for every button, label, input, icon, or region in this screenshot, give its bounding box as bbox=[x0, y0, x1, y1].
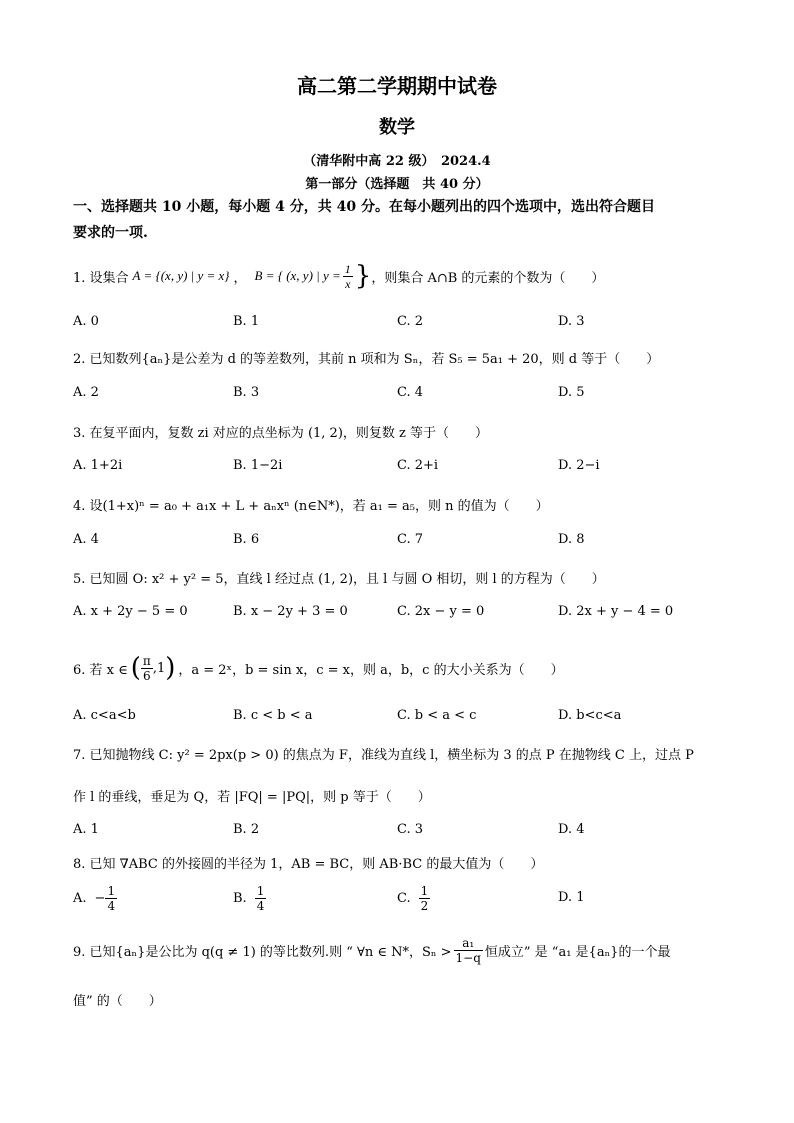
part-heading: 第一部分（选择题 共 40 分） bbox=[305, 177, 489, 192]
q7-option-a[interactable]: A. 1 bbox=[73, 822, 99, 837]
q2-option-c[interactable]: C. 4 bbox=[397, 385, 424, 400]
q2-option-a[interactable]: A. 2 bbox=[73, 385, 99, 400]
q1-option-c[interactable]: C. 2 bbox=[397, 314, 424, 329]
q5-option-b[interactable]: B. x − 2y + 3 = 0 bbox=[233, 604, 348, 619]
q6-stem-a: 6. 若 x ∈ bbox=[73, 662, 128, 678]
section-instructions-cont: 要求的一项. bbox=[73, 225, 148, 241]
q1-fraction bbox=[343, 262, 353, 291]
q9-frac-den: 1−q bbox=[455, 950, 481, 965]
q9-stem-a: 9. 已知{aₙ}是公比为 q(q ≠ 1) 的等比数列.则 “ ∀n ∈ N*，Sₙ > bbox=[73, 944, 452, 960]
q5-option-c[interactable]: C. 2x − y = 0 bbox=[397, 604, 485, 619]
question-6: 6. 若 x ∈ ( $\frac{\pi}{6}$ ,1 ) ，a = 2ˣ，b = sin x，c = x，则 a，b，c 的大小关系为（ ） bbox=[73, 653, 564, 683]
q1-option-d[interactable]: D. 3 bbox=[558, 314, 585, 329]
q1-option-b[interactable]: B. 1 bbox=[233, 314, 260, 329]
q4-option-d[interactable]: D. 8 bbox=[558, 532, 585, 547]
q1-stem-a: 1. 设集合 bbox=[73, 270, 129, 286]
q8-option-c[interactable]: C. $\frac{1}{2}$ bbox=[397, 883, 429, 913]
q8-option-b[interactable]: B. $\frac{1}{4}$ bbox=[233, 883, 265, 913]
question-7-cont: 作 l 的垂线，垂足为 Q，若 |FQ| = |PQ|，则 p 等于（ ） bbox=[73, 790, 431, 805]
q8-option-a[interactable]: A. − $\frac{1}{4}$ bbox=[73, 883, 116, 913]
q8-option-c-fraction: $\frac{1}{2}$ bbox=[420, 883, 429, 913]
section-instructions: 一、选择题共 10 小题，每小题 4 分，共 40 分。在每小题列出的四个选项中，选出符合题目 bbox=[73, 199, 655, 215]
school-line: （清华附中高 22 级） 2024.4 bbox=[303, 154, 491, 169]
q6-interval-right: ,1 bbox=[152, 660, 166, 676]
q1-frac-den: x bbox=[345, 276, 351, 291]
question-4: 4. 设(1+x)ⁿ = a₀ + a₁x + L + aₙxⁿ (n∈N*)，若 a₁ = a₅，则 n 的值为（ ） bbox=[73, 499, 549, 514]
q6-option-b[interactable]: B. c < b < a bbox=[233, 708, 313, 723]
q6-option-c[interactable]: C. b < a < c bbox=[397, 708, 477, 723]
q6-stem-b: ，a = 2ˣ，b = sin x，c = x，则 a，b，c 的大小关系为（ ） bbox=[178, 662, 564, 678]
q3-option-c[interactable]: C. 2+i bbox=[397, 458, 439, 473]
q7-option-c[interactable]: C. 3 bbox=[397, 822, 424, 837]
question-9 bbox=[73, 932, 670, 968]
question-2: 2. 已知数列{aₙ}是公差为 d 的等差数列，其前 n 项和为 Sₙ，若 S₅ = 5a₁ + 20，则 d 等于（ ） bbox=[73, 352, 660, 367]
q3-option-b[interactable]: B. 1−2i bbox=[233, 458, 283, 473]
q1-set-a: A = {(x, y) | y = x} bbox=[132, 268, 230, 283]
q1-set-b-right: } bbox=[354, 261, 372, 291]
q4-option-b[interactable]: B. 6 bbox=[233, 532, 260, 547]
q8-option-d[interactable]: D. 1 bbox=[558, 890, 585, 905]
subject-title: 数学 bbox=[379, 117, 415, 138]
q1-option-a[interactable]: A. 0 bbox=[73, 314, 99, 329]
q6-option-a[interactable]: A. c<a<b bbox=[73, 708, 136, 723]
q2-option-d[interactable]: D. 5 bbox=[558, 385, 585, 400]
question-5: 5. 已知圆 O: x² + y² = 5，直线 l 经过点 (1, 2)，且 l 与圆 O 相切，则 l 的方程为（ ） bbox=[73, 572, 605, 587]
q6-frac-den: 6 bbox=[143, 668, 151, 683]
question-9-cont: 值” 的（ ） bbox=[73, 994, 162, 1009]
q6-option-d[interactable]: D. b<c<a bbox=[558, 708, 622, 723]
q5-option-a[interactable]: A. x + 2y − 5 = 0 bbox=[73, 604, 188, 619]
q9-frac-num: a₁ bbox=[454, 936, 483, 951]
q4-option-c[interactable]: C. 7 bbox=[397, 532, 424, 547]
q9-stem-b: 恒成立” 是 “a₁ 是{aₙ}的一个最 bbox=[484, 944, 671, 960]
q8-option-b-fraction: $\frac{1}{4}$ bbox=[256, 883, 265, 913]
q3-option-a[interactable]: A. 1+2i bbox=[73, 458, 123, 473]
q6-frac-num: π bbox=[142, 653, 151, 668]
q1-frac-num: 1 bbox=[344, 261, 351, 276]
q7-option-b[interactable]: B. 2 bbox=[233, 822, 260, 837]
q8-option-a-fraction: $\frac{1}{4}$ bbox=[107, 883, 116, 913]
question-3: 3. 在复平面内，复数 zi 对应的点坐标为 (1, 2)，则复数 z 等于（ ） bbox=[73, 426, 489, 441]
q6-fraction bbox=[141, 654, 153, 683]
question-7: 7. 已知抛物线 C: y² = 2px(p > 0) 的焦点为 F，准线为直线 l，横坐标为 3 的点 P 在抛物线 C 上，过点 P bbox=[73, 748, 694, 763]
q9-fraction bbox=[454, 936, 483, 965]
exam-title: 高二第二学期期中试卷 bbox=[297, 74, 497, 98]
q1-set-b-left: B = { (x, y) | y = bbox=[254, 268, 341, 283]
question-1: 1. 设集合 A = {(x, y) | y = x} ， B = { (x, y) | y = $\frac{1}{x}$ } ，则集合 A∩B 的元素的个数为（ ） bbox=[73, 261, 605, 291]
q1-stem-b: ，则集合 A∩B 的元素的个数为（ ） bbox=[371, 270, 605, 286]
question-8: 8. 已知 ∇ABC 的外接圆的半径为 1，AB = BC，则 AB·BC 的最大值为（ ） bbox=[73, 857, 544, 872]
q3-option-d[interactable]: D. 2−i bbox=[558, 458, 600, 473]
q5-option-d[interactable]: D. 2x + y − 4 = 0 bbox=[558, 604, 674, 619]
q4-option-a[interactable]: A. 4 bbox=[73, 532, 99, 547]
q2-option-b[interactable]: B. 3 bbox=[233, 385, 260, 400]
q7-option-d[interactable]: D. 4 bbox=[558, 822, 585, 837]
